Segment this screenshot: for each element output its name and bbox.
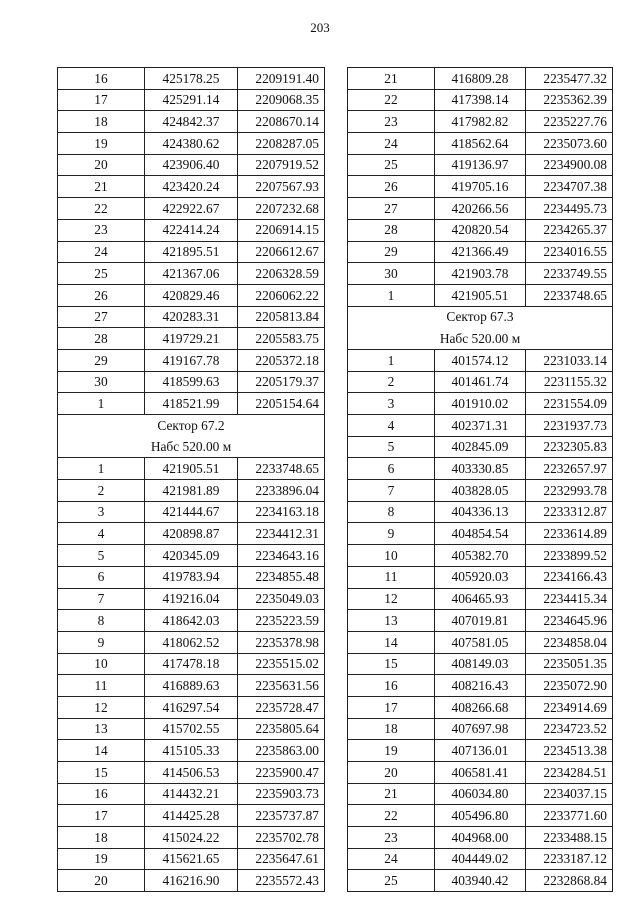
table-row <box>348 349 613 371</box>
x-coordinate: 418062.52 <box>145 631 238 653</box>
point-number: 4 <box>58 523 145 545</box>
x-coordinate: 415621.65 <box>145 848 238 870</box>
sector-header-row <box>58 415 325 437</box>
sector-title: Сектор 67.2 <box>58 415 325 437</box>
x-coordinate: 415105.33 <box>145 740 238 762</box>
x-coordinate: 420283.31 <box>145 306 238 328</box>
x-coordinate: 404854.54 <box>435 523 526 545</box>
table-row <box>58 306 325 328</box>
x-coordinate: 420820.54 <box>435 219 526 241</box>
x-coordinate: 418562.64 <box>435 133 526 155</box>
x-coordinate: 418599.63 <box>145 371 238 393</box>
point-number: 1 <box>348 284 435 306</box>
table-row <box>58 241 325 263</box>
x-coordinate: 401461.74 <box>435 371 526 393</box>
x-coordinate: 424380.62 <box>145 133 238 155</box>
y-coordinate: 2232868.84 <box>526 870 613 892</box>
y-coordinate: 2208287.05 <box>238 133 325 155</box>
y-coordinate: 2235051.35 <box>526 653 613 675</box>
x-coordinate: 419783.94 <box>145 566 238 588</box>
y-coordinate: 2233187.12 <box>526 848 613 870</box>
y-coordinate: 2231155.32 <box>526 371 613 393</box>
point-number: 24 <box>348 848 435 870</box>
x-coordinate: 406465.93 <box>435 588 526 610</box>
point-number: 8 <box>58 610 145 632</box>
x-coordinate: 422922.67 <box>145 198 238 220</box>
y-coordinate: 2235049.03 <box>238 588 325 610</box>
sector-height: Набс 520.00 м <box>348 328 613 350</box>
table-row <box>348 653 613 675</box>
y-coordinate: 2207567.93 <box>238 176 325 198</box>
y-coordinate: 2205813.84 <box>238 306 325 328</box>
point-number: 28 <box>348 219 435 241</box>
x-coordinate: 405920.03 <box>435 566 526 588</box>
point-number: 21 <box>348 783 435 805</box>
y-coordinate: 2233614.89 <box>526 523 613 545</box>
point-number: 3 <box>58 501 145 523</box>
y-coordinate: 2234284.51 <box>526 762 613 784</box>
x-coordinate: 417478.18 <box>145 653 238 675</box>
x-coordinate: 422414.24 <box>145 219 238 241</box>
table-row <box>348 284 613 306</box>
table-row <box>58 349 325 371</box>
point-number: 22 <box>58 198 145 220</box>
y-coordinate: 2235378.98 <box>238 631 325 653</box>
point-number: 14 <box>58 740 145 762</box>
x-coordinate: 414506.53 <box>145 762 238 784</box>
table-row <box>348 762 613 784</box>
y-coordinate: 2206328.59 <box>238 263 325 285</box>
table-row <box>348 501 613 523</box>
x-coordinate: 403940.42 <box>435 870 526 892</box>
y-coordinate: 2234900.08 <box>526 154 613 176</box>
point-number: 16 <box>58 68 145 90</box>
point-number: 1 <box>348 349 435 371</box>
y-coordinate: 2209191.40 <box>238 68 325 90</box>
x-coordinate: 421367.06 <box>145 263 238 285</box>
y-coordinate: 2233312.87 <box>526 501 613 523</box>
table-row <box>58 393 325 415</box>
table-row <box>348 133 613 155</box>
point-number: 7 <box>348 480 435 502</box>
y-coordinate: 2233749.55 <box>526 263 613 285</box>
y-coordinate: 2206062.22 <box>238 284 325 306</box>
y-coordinate: 2206612.67 <box>238 241 325 263</box>
table-row <box>348 263 613 285</box>
table-row <box>58 740 325 762</box>
point-number: 10 <box>348 545 435 567</box>
y-coordinate: 2235072.90 <box>526 675 613 697</box>
point-number: 29 <box>348 241 435 263</box>
point-number: 25 <box>348 154 435 176</box>
table-row <box>58 566 325 588</box>
point-number: 10 <box>58 653 145 675</box>
x-coordinate: 420266.56 <box>435 198 526 220</box>
x-coordinate: 405382.70 <box>435 545 526 567</box>
table-row <box>348 675 613 697</box>
y-coordinate: 2235227.76 <box>526 111 613 133</box>
x-coordinate: 404449.02 <box>435 848 526 870</box>
y-coordinate: 2235647.61 <box>238 848 325 870</box>
y-coordinate: 2232993.78 <box>526 480 613 502</box>
x-coordinate: 419136.97 <box>435 154 526 176</box>
x-coordinate: 403828.05 <box>435 480 526 502</box>
y-coordinate: 2234707.38 <box>526 176 613 198</box>
table-row <box>58 111 325 133</box>
x-coordinate: 421981.89 <box>145 480 238 502</box>
y-coordinate: 2235362.39 <box>526 89 613 111</box>
y-coordinate: 2232657.97 <box>526 458 613 480</box>
y-coordinate: 2235223.59 <box>238 610 325 632</box>
y-coordinate: 2235737.87 <box>238 805 325 827</box>
y-coordinate: 2207919.52 <box>238 154 325 176</box>
table-row <box>58 176 325 198</box>
x-coordinate: 408149.03 <box>435 653 526 675</box>
point-number: 9 <box>58 631 145 653</box>
point-number: 28 <box>58 328 145 350</box>
table-row <box>348 219 613 241</box>
table-row <box>58 588 325 610</box>
point-number: 18 <box>58 111 145 133</box>
table-row <box>348 631 613 653</box>
table-row <box>58 133 325 155</box>
x-coordinate: 408216.43 <box>435 675 526 697</box>
table-row <box>348 68 613 90</box>
point-number: 5 <box>58 545 145 567</box>
x-coordinate: 414425.28 <box>145 805 238 827</box>
point-number: 11 <box>58 675 145 697</box>
x-coordinate: 415702.55 <box>145 718 238 740</box>
table-row <box>58 783 325 805</box>
x-coordinate: 421903.78 <box>435 263 526 285</box>
x-coordinate: 421444.67 <box>145 501 238 523</box>
table-row <box>58 610 325 632</box>
y-coordinate: 2235073.60 <box>526 133 613 155</box>
sector-title: Сектор 67.3 <box>348 306 613 328</box>
table-row <box>348 480 613 502</box>
x-coordinate: 419729.21 <box>145 328 238 350</box>
point-number: 17 <box>348 696 435 718</box>
table-row <box>58 827 325 849</box>
point-number: 25 <box>58 263 145 285</box>
x-coordinate: 416297.54 <box>145 696 238 718</box>
x-coordinate: 418521.99 <box>145 393 238 415</box>
table-row <box>58 848 325 870</box>
table-row <box>348 545 613 567</box>
x-coordinate: 416809.28 <box>435 68 526 90</box>
point-number: 19 <box>58 848 145 870</box>
point-number: 12 <box>348 588 435 610</box>
table-row <box>348 610 613 632</box>
table-row <box>348 588 613 610</box>
y-coordinate: 2234723.52 <box>526 718 613 740</box>
x-coordinate: 425291.14 <box>145 89 238 111</box>
y-coordinate: 2235863.00 <box>238 740 325 762</box>
y-coordinate: 2207232.68 <box>238 198 325 220</box>
point-number: 20 <box>348 762 435 784</box>
point-number: 17 <box>58 89 145 111</box>
y-coordinate: 2234415.34 <box>526 588 613 610</box>
table-row <box>58 198 325 220</box>
table-row <box>58 545 325 567</box>
table-row <box>58 523 325 545</box>
table-row <box>348 827 613 849</box>
sector-header-row <box>348 306 613 328</box>
x-coordinate: 420829.46 <box>145 284 238 306</box>
table-row <box>58 501 325 523</box>
x-coordinate: 419167.78 <box>145 349 238 371</box>
table-row <box>348 523 613 545</box>
y-coordinate: 2232305.83 <box>526 436 613 458</box>
point-number: 21 <box>348 68 435 90</box>
table-row <box>348 241 613 263</box>
point-number: 8 <box>348 501 435 523</box>
y-coordinate: 2234412.31 <box>238 523 325 545</box>
table-row <box>348 154 613 176</box>
point-number: 29 <box>58 349 145 371</box>
y-coordinate: 2233488.15 <box>526 827 613 849</box>
y-coordinate: 2234914.69 <box>526 696 613 718</box>
point-number: 17 <box>58 805 145 827</box>
table-row <box>58 718 325 740</box>
point-number: 26 <box>348 176 435 198</box>
point-number: 14 <box>348 631 435 653</box>
table-row <box>348 566 613 588</box>
point-number: 1 <box>58 393 145 415</box>
coordinates-table-left <box>57 67 325 892</box>
table-row <box>58 675 325 697</box>
y-coordinate: 2234858.04 <box>526 631 613 653</box>
y-coordinate: 2231554.09 <box>526 393 613 415</box>
point-number: 18 <box>348 718 435 740</box>
point-number: 16 <box>58 783 145 805</box>
point-number: 6 <box>58 566 145 588</box>
point-number: 23 <box>348 827 435 849</box>
point-number: 24 <box>348 133 435 155</box>
y-coordinate: 2235631.56 <box>238 675 325 697</box>
table-row <box>348 198 613 220</box>
point-number: 20 <box>58 870 145 892</box>
point-number: 30 <box>348 263 435 285</box>
sector-height: Набс 520.00 м <box>58 436 325 458</box>
y-coordinate: 2234016.55 <box>526 241 613 263</box>
point-number: 18 <box>58 827 145 849</box>
x-coordinate: 423906.40 <box>145 154 238 176</box>
point-number: 20 <box>58 154 145 176</box>
point-number: 11 <box>348 566 435 588</box>
x-coordinate: 404336.13 <box>435 501 526 523</box>
y-coordinate: 2205154.64 <box>238 393 325 415</box>
point-number: 3 <box>348 393 435 415</box>
x-coordinate: 421366.49 <box>435 241 526 263</box>
x-coordinate: 405496.80 <box>435 805 526 827</box>
point-number: 23 <box>348 111 435 133</box>
y-coordinate: 2234037.15 <box>526 783 613 805</box>
y-coordinate: 2209068.35 <box>238 89 325 111</box>
table-row <box>58 328 325 350</box>
page-number: 203 <box>310 20 330 35</box>
table-row <box>348 436 613 458</box>
table-row <box>348 371 613 393</box>
table-row <box>348 176 613 198</box>
point-number: 1 <box>58 458 145 480</box>
x-coordinate: 424842.37 <box>145 111 238 133</box>
table-row <box>58 219 325 241</box>
point-number: 7 <box>58 588 145 610</box>
table-row <box>58 480 325 502</box>
x-coordinate: 408266.68 <box>435 696 526 718</box>
point-number: 26 <box>58 284 145 306</box>
point-number: 25 <box>348 870 435 892</box>
table-row <box>58 284 325 306</box>
y-coordinate: 2233748.65 <box>526 284 613 306</box>
point-number: 23 <box>58 219 145 241</box>
point-number: 27 <box>58 306 145 328</box>
x-coordinate: 419705.16 <box>435 176 526 198</box>
y-coordinate: 2235515.02 <box>238 653 325 675</box>
y-coordinate: 2231937.73 <box>526 415 613 437</box>
table-row <box>58 696 325 718</box>
table-row <box>58 154 325 176</box>
x-coordinate: 407136.01 <box>435 740 526 762</box>
table-row <box>348 696 613 718</box>
y-coordinate: 2235805.64 <box>238 718 325 740</box>
x-coordinate: 421905.51 <box>145 458 238 480</box>
sector-header-row <box>348 328 613 350</box>
table-row <box>348 415 613 437</box>
y-coordinate: 2234513.38 <box>526 740 613 762</box>
y-coordinate: 2235572.43 <box>238 870 325 892</box>
x-coordinate: 406581.41 <box>435 762 526 784</box>
y-coordinate: 2234645.96 <box>526 610 613 632</box>
point-number: 5 <box>348 436 435 458</box>
x-coordinate: 415024.22 <box>145 827 238 849</box>
y-coordinate: 2205372.18 <box>238 349 325 371</box>
y-coordinate: 2234163.18 <box>238 501 325 523</box>
sector-header-row <box>58 436 325 458</box>
y-coordinate: 2208670.14 <box>238 111 325 133</box>
x-coordinate: 407581.05 <box>435 631 526 653</box>
point-number: 6 <box>348 458 435 480</box>
table-row <box>58 653 325 675</box>
point-number: 24 <box>58 241 145 263</box>
y-coordinate: 2233748.65 <box>238 458 325 480</box>
x-coordinate: 406034.80 <box>435 783 526 805</box>
x-coordinate: 407697.98 <box>435 718 526 740</box>
table-row <box>348 89 613 111</box>
table-row <box>58 631 325 653</box>
x-coordinate: 421905.51 <box>435 284 526 306</box>
point-number: 21 <box>58 176 145 198</box>
x-coordinate: 419216.04 <box>145 588 238 610</box>
y-coordinate: 2205179.37 <box>238 371 325 393</box>
table-row <box>58 870 325 892</box>
point-number: 16 <box>348 675 435 697</box>
table-row <box>58 458 325 480</box>
y-coordinate: 2234495.73 <box>526 198 613 220</box>
table-row <box>58 263 325 285</box>
table-row <box>58 371 325 393</box>
y-coordinate: 2235728.47 <box>238 696 325 718</box>
x-coordinate: 401910.02 <box>435 393 526 415</box>
point-number: 22 <box>348 805 435 827</box>
y-coordinate: 2235702.78 <box>238 827 325 849</box>
point-number: 30 <box>58 371 145 393</box>
table-row <box>348 111 613 133</box>
point-number: 15 <box>348 653 435 675</box>
table-row <box>348 848 613 870</box>
y-coordinate: 2234855.48 <box>238 566 325 588</box>
point-number: 15 <box>58 762 145 784</box>
y-coordinate: 2235900.47 <box>238 762 325 784</box>
point-number: 9 <box>348 523 435 545</box>
y-coordinate: 2233896.04 <box>238 480 325 502</box>
point-number: 12 <box>58 696 145 718</box>
table-row <box>348 783 613 805</box>
table-row <box>348 393 613 415</box>
x-coordinate: 407019.81 <box>435 610 526 632</box>
table-row <box>58 68 325 90</box>
table-row <box>348 718 613 740</box>
x-coordinate: 414432.21 <box>145 783 238 805</box>
x-coordinate: 420898.87 <box>145 523 238 545</box>
x-coordinate: 420345.09 <box>145 545 238 567</box>
point-number: 13 <box>348 610 435 632</box>
y-coordinate: 2205583.75 <box>238 328 325 350</box>
y-coordinate: 2233771.60 <box>526 805 613 827</box>
point-number: 2 <box>348 371 435 393</box>
x-coordinate: 404968.00 <box>435 827 526 849</box>
y-coordinate: 2234265.37 <box>526 219 613 241</box>
x-coordinate: 416216.90 <box>145 870 238 892</box>
x-coordinate: 402845.09 <box>435 436 526 458</box>
x-coordinate: 416889.63 <box>145 675 238 697</box>
table-row <box>348 870 613 892</box>
x-coordinate: 417982.82 <box>435 111 526 133</box>
x-coordinate: 403330.85 <box>435 458 526 480</box>
point-number: 4 <box>348 415 435 437</box>
y-coordinate: 2235477.32 <box>526 68 613 90</box>
point-number: 2 <box>58 480 145 502</box>
y-coordinate: 2233899.52 <box>526 545 613 567</box>
coordinates-table-right <box>347 67 613 892</box>
table-row <box>58 762 325 784</box>
point-number: 27 <box>348 198 435 220</box>
table-row <box>58 805 325 827</box>
x-coordinate: 402371.31 <box>435 415 526 437</box>
y-coordinate: 2234643.16 <box>238 545 325 567</box>
x-coordinate: 401574.12 <box>435 349 526 371</box>
table-row <box>348 805 613 827</box>
point-number: 13 <box>58 718 145 740</box>
x-coordinate: 421895.51 <box>145 241 238 263</box>
x-coordinate: 417398.14 <box>435 89 526 111</box>
y-coordinate: 2206914.15 <box>238 219 325 241</box>
x-coordinate: 425178.25 <box>145 68 238 90</box>
point-number: 19 <box>58 133 145 155</box>
table-row <box>348 740 613 762</box>
x-coordinate: 418642.03 <box>145 610 238 632</box>
y-coordinate: 2231033.14 <box>526 349 613 371</box>
y-coordinate: 2234166.43 <box>526 566 613 588</box>
point-number: 19 <box>348 740 435 762</box>
y-coordinate: 2235903.73 <box>238 783 325 805</box>
point-number: 22 <box>348 89 435 111</box>
table-row <box>348 458 613 480</box>
table-row <box>58 89 325 111</box>
x-coordinate: 423420.24 <box>145 176 238 198</box>
